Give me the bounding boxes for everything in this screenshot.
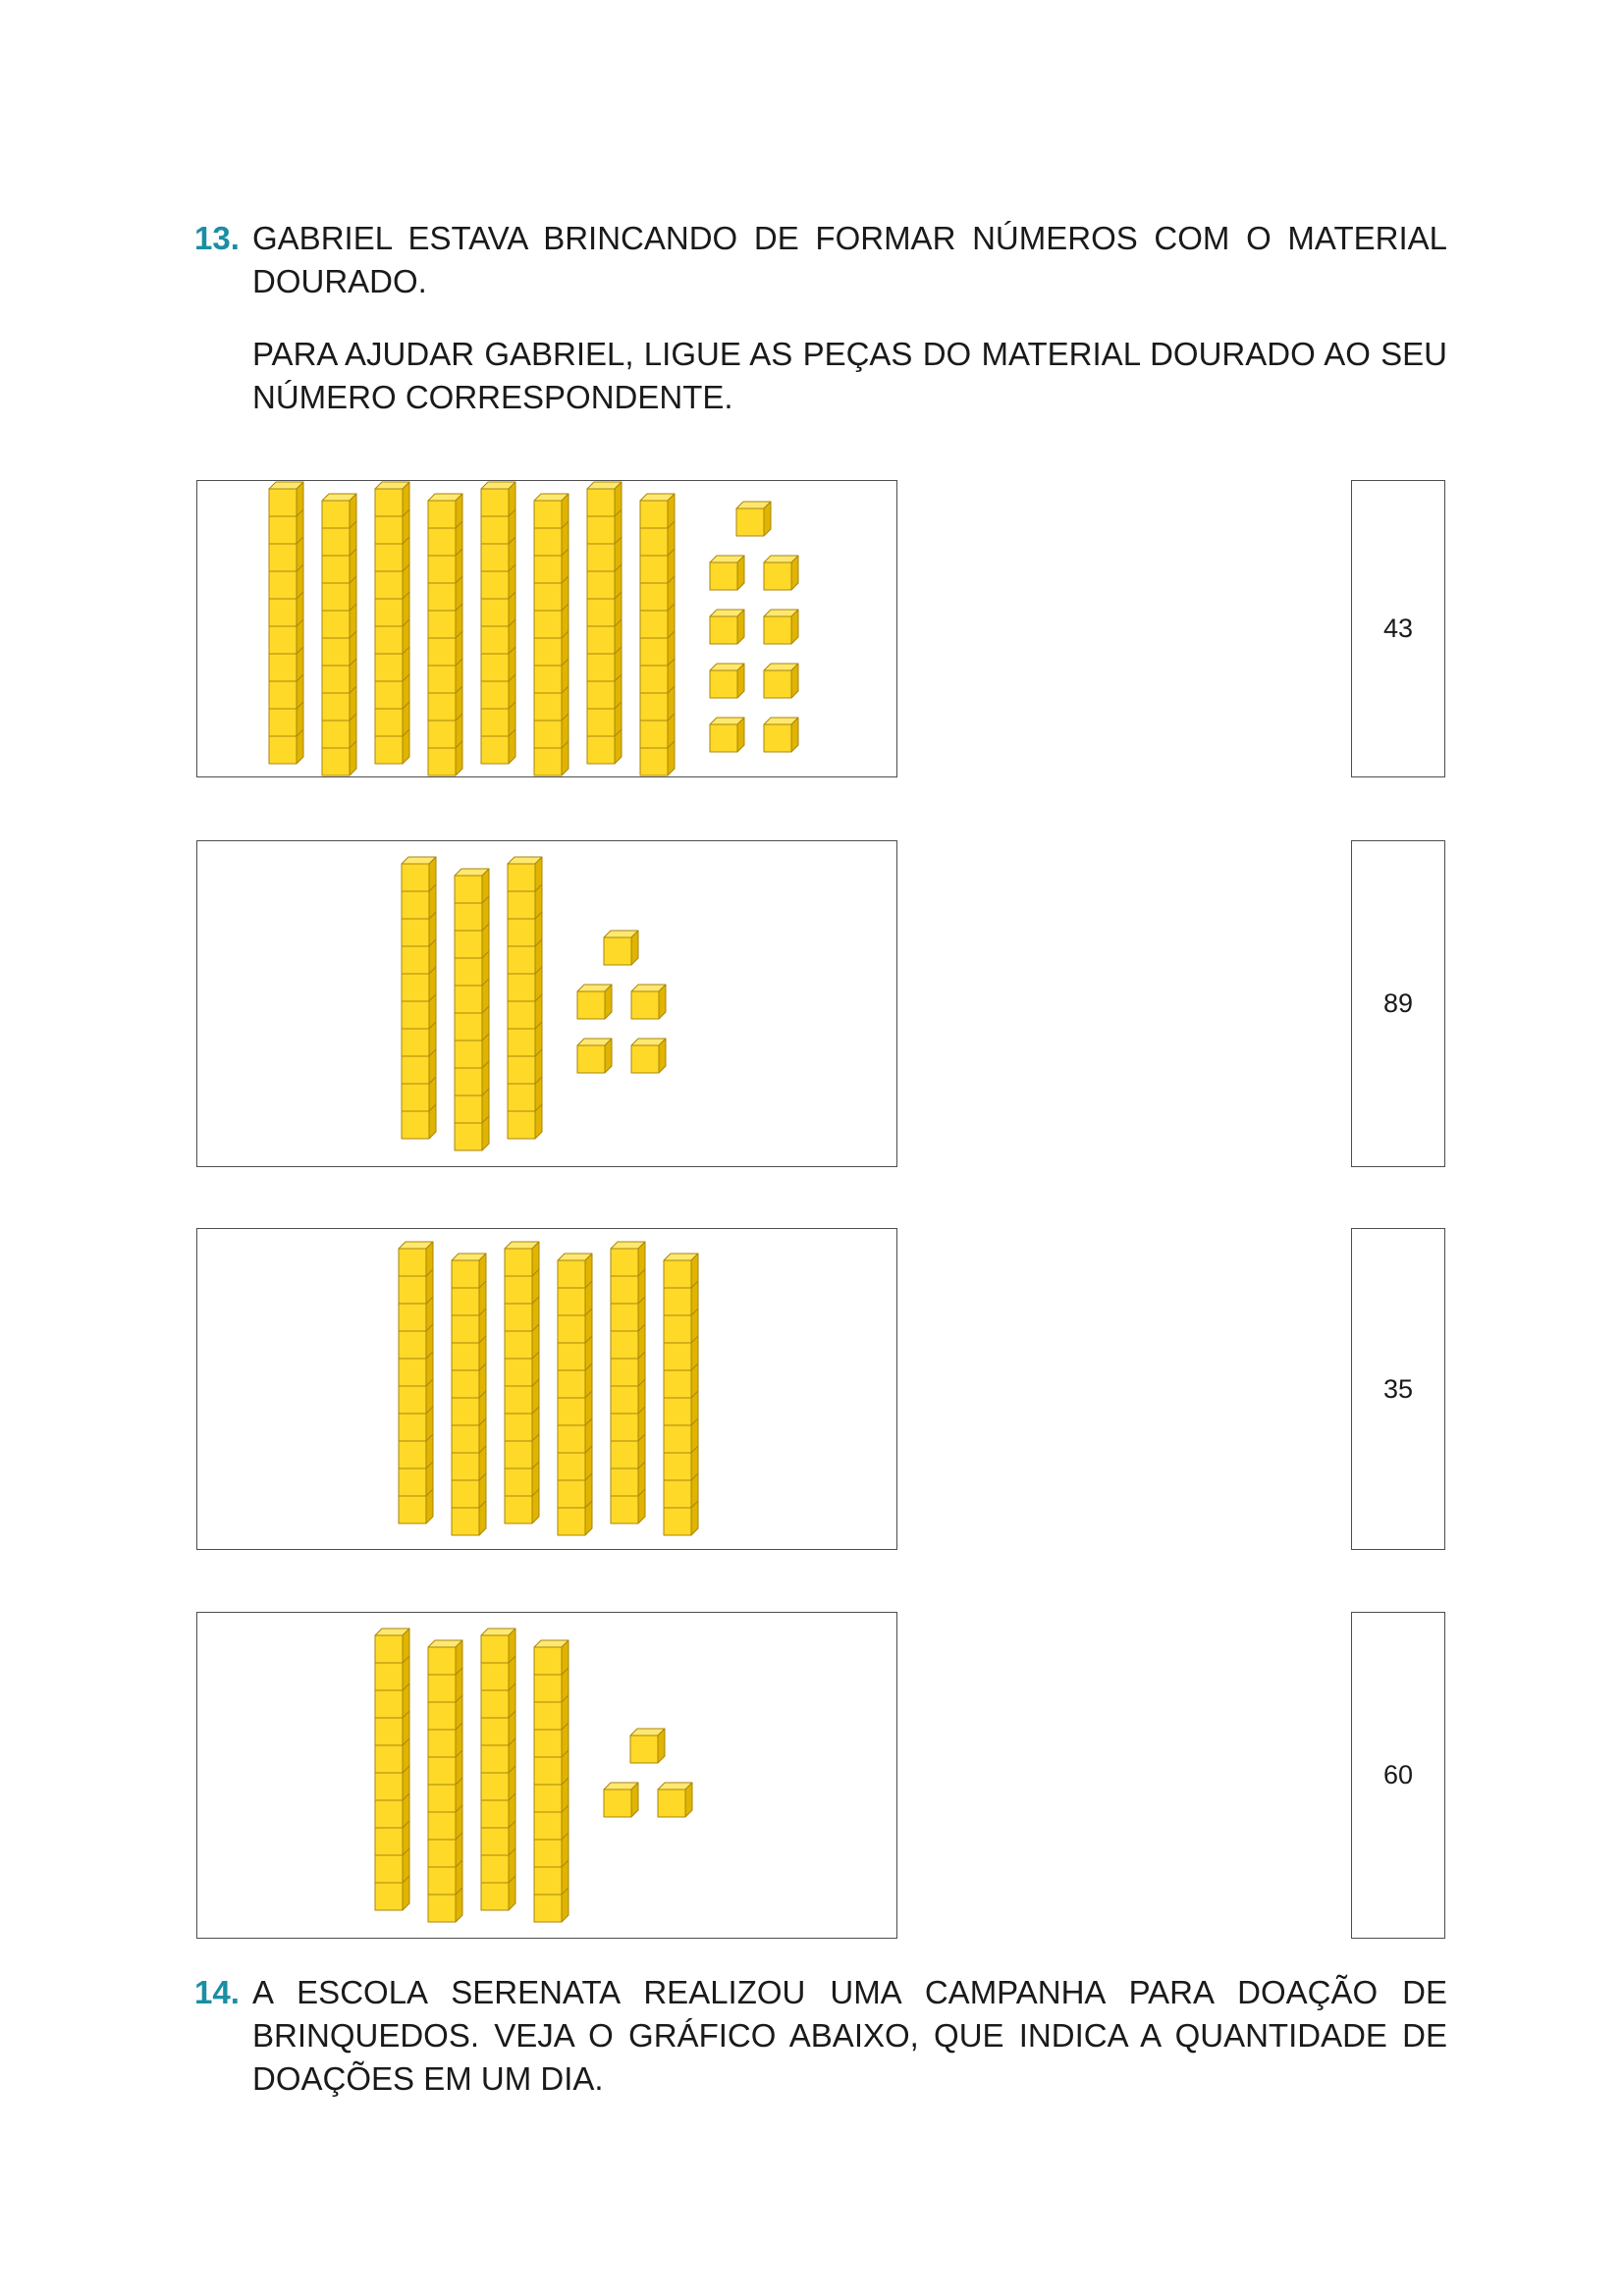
unit-cube (764, 610, 798, 644)
unit-cube (604, 1783, 638, 1817)
ten-rod (558, 1254, 592, 1535)
number-box[interactable]: 35 (1351, 1228, 1445, 1550)
number-box[interactable]: 60 (1351, 1612, 1445, 1939)
ten-rod (534, 1640, 568, 1922)
question-14 (194, 1971, 1447, 2101)
unit-cube (604, 931, 638, 965)
base-ten-blocks-box[interactable] (196, 1228, 897, 1550)
base-ten-blocks-box[interactable] (196, 480, 897, 777)
base-ten-blocks-box[interactable] (196, 840, 897, 1167)
ten-rod (399, 1242, 433, 1523)
question-13 (194, 217, 1447, 419)
base-ten-blocks-box[interactable] (196, 1612, 897, 1939)
ten-rod (269, 482, 303, 764)
ten-rod (428, 494, 462, 775)
ten-rod (505, 1242, 539, 1523)
unit-cube (658, 1783, 692, 1817)
ten-rod (640, 494, 675, 775)
ten-rod (481, 1629, 515, 1910)
unit-cube (710, 664, 744, 698)
unit-cube (630, 1729, 665, 1763)
base-ten-blocks-illustration (197, 841, 898, 1168)
base-ten-blocks-illustration (197, 1613, 898, 1940)
ten-rod (375, 482, 409, 764)
question-text (252, 217, 1447, 419)
question-number: 13. (194, 220, 240, 256)
question-paragraph: GABRIEL ESTAVA BRINCANDO DE FORMAR NÚMEROS COM O MATERIAL DOURADO. (252, 220, 1447, 299)
unit-cube (710, 556, 744, 590)
unit-cube (577, 985, 612, 1019)
unit-cube (736, 502, 771, 536)
ten-rod (587, 482, 622, 764)
ten-rod (481, 482, 515, 764)
question-number: 14. (194, 1974, 240, 2010)
ten-rod (452, 1254, 486, 1535)
ten-rod (664, 1254, 698, 1535)
unit-cube (764, 718, 798, 752)
ten-rod (534, 494, 568, 775)
question-paragraph: PARA AJUDAR GABRIEL, LIGUE AS PEÇAS DO MATERIAL DOURADO AO SEU NÚMERO CORRESPONDENTE. (252, 336, 1447, 415)
unit-cube (631, 1039, 666, 1073)
ten-rod (402, 857, 436, 1139)
number-box[interactable]: 43 (1351, 480, 1445, 777)
ten-rod (322, 494, 356, 775)
ten-rod (455, 869, 489, 1150)
ten-rod (375, 1629, 409, 1910)
unit-cube (631, 985, 666, 1019)
unit-cube (577, 1039, 612, 1073)
question-text (252, 1971, 1447, 2101)
unit-cube (710, 718, 744, 752)
unit-cube (710, 610, 744, 644)
ten-rod (611, 1242, 645, 1523)
ten-rod (508, 857, 542, 1139)
number-box[interactable]: 89 (1351, 840, 1445, 1167)
base-ten-blocks-illustration (197, 1229, 898, 1551)
unit-cube (764, 556, 798, 590)
unit-cube (764, 664, 798, 698)
question-paragraph: A ESCOLA SERENATA REALIZOU UMA CAMPANHA PARA DOAÇÃO DE BRINQUEDOS. VEJA O GRÁFICO ABAIXO, QUE INDICA A QUANTIDADE DE DOAÇÕES EM UM DIA. (252, 1974, 1447, 2097)
ten-rod (428, 1640, 462, 1922)
base-ten-blocks-illustration (197, 481, 898, 778)
